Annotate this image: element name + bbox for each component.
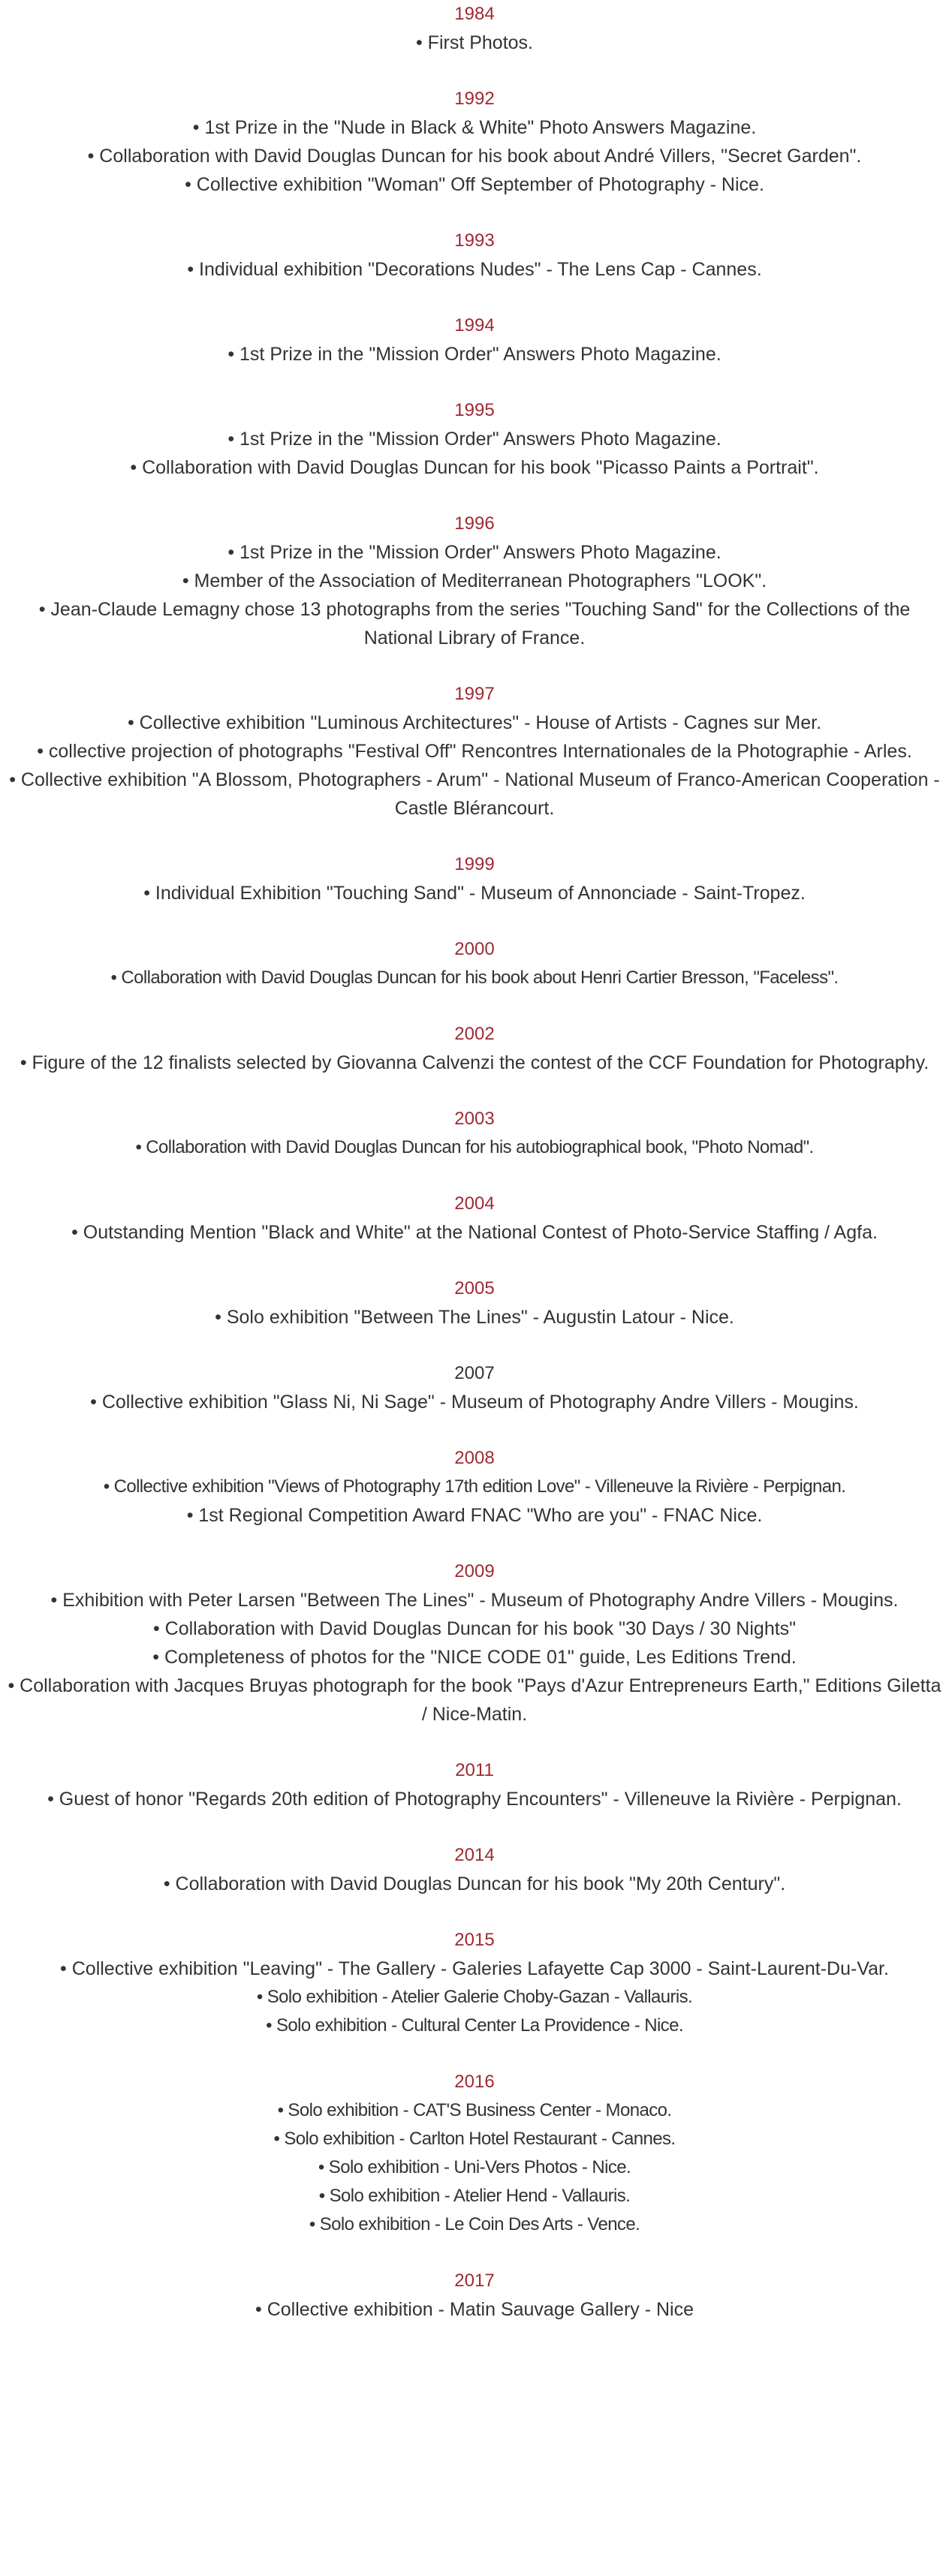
year-items-list bbox=[3, 255, 946, 284]
year-heading: 2000 bbox=[454, 939, 495, 959]
timeline-item: • Individual exhibition "Decorations Nudes" - The Lens Cap - Cannes. bbox=[187, 259, 762, 280]
timeline-year-section bbox=[3, 396, 946, 482]
timeline-item: • Solo exhibition - Carlton Hotel Restaurant - Cannes. bbox=[273, 2129, 676, 2149]
year-items-list bbox=[3, 1586, 946, 1729]
timeline-item: • Collective exhibition "Glass Ni, Ni Sage" - Museum of Photography Andre Villers - Mougins. bbox=[90, 1392, 859, 1413]
year-heading: 2009 bbox=[454, 1561, 495, 1581]
timeline-year-section bbox=[3, 510, 946, 652]
timeline-year-section bbox=[3, 1274, 946, 1332]
timeline-item: • Collective exhibition "Woman" Off September of Photography - Nice. bbox=[185, 174, 764, 195]
timeline-item: • 1st Prize in the "Mission Order" Answers Photo Magazine. bbox=[227, 542, 722, 563]
timeline-item: • Collaboration with David Douglas Duncan for his book about Henri Cartier Bresson, "Faceless". bbox=[110, 968, 839, 988]
year-heading: 2005 bbox=[454, 1278, 495, 1299]
timeline-year-section bbox=[3, 1926, 946, 2040]
timeline-year-section bbox=[3, 680, 946, 823]
year-items-list bbox=[3, 1785, 946, 1813]
year-heading: 2014 bbox=[454, 1845, 495, 1865]
year-heading: 1996 bbox=[454, 513, 495, 534]
timeline-item: • Exhibition with Peter Larsen "Between The Lines" - Museum of Photography Andre Villers - Mougins. bbox=[50, 1590, 899, 1611]
year-heading: 2007 bbox=[454, 1363, 495, 1383]
year-items-list bbox=[3, 709, 946, 823]
year-items-list bbox=[3, 113, 946, 199]
timeline-year-section bbox=[3, 1557, 946, 1729]
timeline-item: • 1st Prize in the "Mission Order" Answers Photo Magazine. bbox=[227, 429, 722, 450]
timeline-item: • Completeness of photos for the "NICE CODE 01" guide, Les Editions Trend. bbox=[152, 1647, 797, 1668]
timeline-item: • collective projection of photographs "Festival Off" Rencontres Internationales de la Photographie - Arles. bbox=[37, 741, 912, 762]
timeline-item: • First Photos. bbox=[415, 32, 534, 53]
timeline-year-section bbox=[3, 1359, 946, 1416]
year-heading: 1984 bbox=[454, 4, 495, 24]
timeline-item: • 1st Prize in the "Mission Order" Answers Photo Magazine. bbox=[227, 344, 722, 365]
timeline-year-section bbox=[3, 1020, 946, 1077]
year-items-list bbox=[3, 1218, 946, 1247]
year-heading: 1997 bbox=[454, 684, 495, 704]
timeline-item: • Collaboration with David Douglas Duncan for his autobiographical book, "Photo Nomad". bbox=[135, 1137, 814, 1157]
timeline-item: • Member of the Association of Mediterranean Photographers "LOOK". bbox=[182, 570, 767, 591]
year-items-list bbox=[3, 879, 946, 907]
year-heading: 2017 bbox=[454, 2271, 495, 2291]
timeline-year-section bbox=[3, 227, 946, 284]
timeline-item: • Collaboration with Jacques Bruyas photograph for the book "Pays d'Azur Entrepreneurs Earth," Editions Giletta / Nice-Matin. bbox=[8, 1675, 941, 1725]
year-items-list bbox=[3, 1133, 946, 1162]
year-heading: 2016 bbox=[454, 2072, 495, 2092]
timeline-item: • Collaboration with David Douglas Duncan for his book "30 Days / 30 Nights" bbox=[152, 1618, 797, 1639]
timeline-item: • Solo exhibition - CAT'S Business Center - Monaco. bbox=[277, 2100, 672, 2120]
year-items-list bbox=[3, 340, 946, 369]
year-heading: 1994 bbox=[454, 315, 495, 336]
timeline-year-section bbox=[3, 85, 946, 199]
year-heading: 2015 bbox=[454, 1930, 495, 1950]
year-items-list bbox=[3, 1870, 946, 1898]
timeline-item: • Figure of the 12 finalists selected by Giovanna Calvenzi the contest of the CCF Foundation for Photography. bbox=[20, 1052, 929, 1073]
year-items-list bbox=[3, 964, 946, 992]
year-items-list bbox=[3, 2096, 946, 2239]
year-items-list bbox=[3, 1388, 946, 1416]
year-items-list bbox=[3, 538, 946, 652]
timeline-item: • Guest of honor "Regards 20th edition of Photography Encounters" - Villeneuve la Rivière - Perpignan. bbox=[47, 1789, 902, 1810]
timeline-item: • Collaboration with David Douglas Duncan for his book "Picasso Paints a Portrait". bbox=[130, 457, 819, 478]
year-items-list bbox=[3, 425, 946, 482]
timeline-item: • Collaboration with David Douglas Duncan for his book about André Villers, "Secret Garden". bbox=[87, 146, 862, 167]
timeline-year-section bbox=[3, 0, 946, 57]
timeline-item: • Collective exhibition - Matin Sauvage Gallery - Nice bbox=[255, 2299, 694, 2320]
year-heading: 1999 bbox=[454, 854, 495, 874]
year-heading: 2004 bbox=[454, 1193, 495, 1214]
timeline-year-section bbox=[3, 1444, 946, 1530]
year-heading: 2011 bbox=[455, 1760, 494, 1780]
timeline-year-section bbox=[3, 311, 946, 369]
timeline-item: • Solo exhibition - Atelier Galerie Choby-Gazan - Vallauris. bbox=[256, 1987, 693, 2007]
year-heading: 1992 bbox=[454, 89, 495, 109]
year-heading: 1995 bbox=[454, 400, 495, 420]
timeline-item: • Solo exhibition "Between The Lines" - Augustin Latour - Nice. bbox=[215, 1307, 734, 1328]
timeline-year-section bbox=[3, 1105, 946, 1162]
year-heading: 2008 bbox=[454, 1448, 495, 1468]
timeline-item: • Collective exhibition "A Blossom, Photographers - Arum" - National Museum of Franco-American Cooperation - Castle Blérancourt. bbox=[9, 769, 940, 819]
year-heading: 2003 bbox=[454, 1109, 495, 1129]
year-items-list bbox=[3, 1049, 946, 1077]
timeline-year-section bbox=[3, 1190, 946, 1247]
year-items-list bbox=[3, 1473, 946, 1530]
year-heading: 1993 bbox=[454, 230, 495, 251]
timeline-item: • Collective exhibition "Leaving" - The Gallery - Galeries Lafayette Cap 3000 - Saint-Laurent-Du-Var. bbox=[60, 1958, 889, 1979]
timeline-year-section bbox=[3, 1841, 946, 1898]
timeline-year-section bbox=[3, 1756, 946, 1813]
year-items-list bbox=[3, 2295, 946, 2324]
timeline-item: • Solo exhibition - Cultural Center La Providence - Nice. bbox=[266, 2015, 683, 2036]
year-heading: 2002 bbox=[454, 1024, 495, 1044]
timeline-item: • Solo exhibition - Uni-Vers Photos - Nice. bbox=[318, 2157, 631, 2177]
timeline-item: • Outstanding Mention "Black and White" at the National Contest of Photo-Service Staffing / Agfa. bbox=[71, 1222, 878, 1243]
timeline-item: • Solo exhibition - Atelier Hend - Vallauris. bbox=[318, 2186, 631, 2206]
year-items-list bbox=[3, 1955, 946, 2040]
year-items-list bbox=[3, 29, 946, 57]
timeline-year-section bbox=[3, 850, 946, 907]
timeline-item: • Solo exhibition - Le Coin Des Arts - Vence. bbox=[309, 2214, 640, 2234]
timeline-item: • Jean-Claude Lemagny chose 13 photographs from the series "Touching Sand" for the Collections of the National Library of France. bbox=[38, 599, 911, 649]
timeline-item: • Collective exhibition "Views of Photography 17th edition Love" - Villeneuve la Rivière - Perpignan. bbox=[103, 1476, 846, 1497]
timeline-item: • Individual Exhibition "Touching Sand" - Museum of Annonciade - Saint-Tropez. bbox=[143, 883, 806, 904]
timeline-item: • 1st Prize in the "Nude in Black & White" Photo Answers Magazine. bbox=[192, 117, 757, 138]
timeline-item: • Collective exhibition "Luminous Architectures" - House of Artists - Cagnes sur Mer. bbox=[127, 712, 822, 733]
timeline-item: • 1st Regional Competition Award FNAC "Who are you" - FNAC Nice. bbox=[186, 1505, 763, 1526]
year-items-list bbox=[3, 1303, 946, 1332]
timeline-year-section bbox=[3, 935, 946, 992]
timeline-item: • Collaboration with David Douglas Duncan for his book "My 20th Century". bbox=[163, 1873, 786, 1894]
timeline-year-section bbox=[3, 2267, 946, 2324]
timeline-year-section bbox=[3, 2068, 946, 2239]
